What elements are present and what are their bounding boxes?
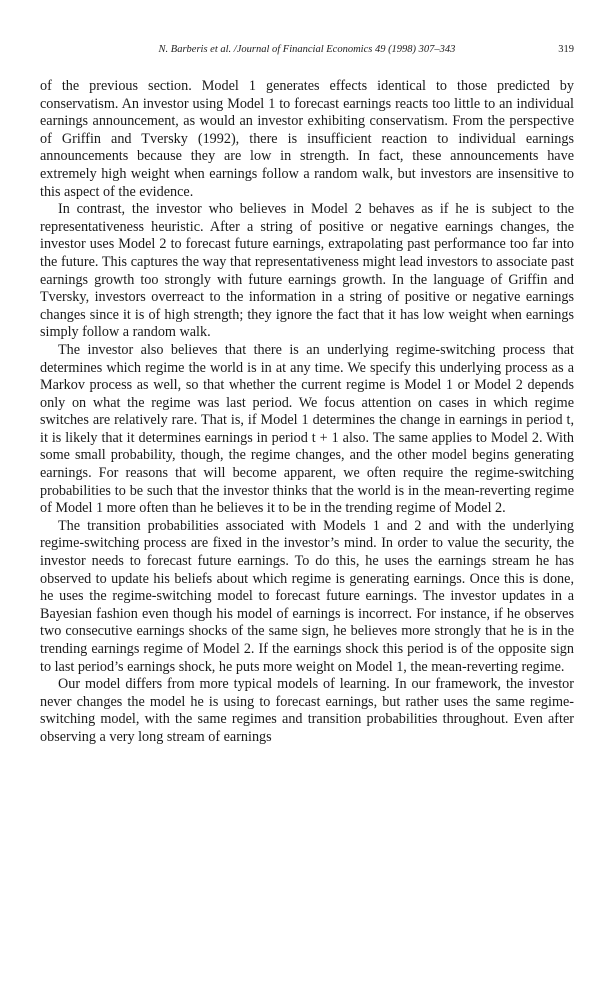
paragraph-continuation: of the previous section. Model 1 generates effects identical to those predicted by conservatism. An investor using Model 1 to forecast earnings reacts too little to an individual earnings announcement, as would an investor exhibiting conservatism. From the perspective of Griffin and Tversky (1992), there is insufficient reaction to individual earnings announcements because they are low in strength. In fact, these announcements have extremely high weight when earnings follow a random walk, but investors are insensitive to this aspect of the evidence. xyxy=(40,78,574,200)
paragraph-regime-switching: The investor also believes that there is an underlying regime-switching process that determines which regime the world is in at any time. We specify this underlying process as a Markov process as well, so that whether the current regime is Model 1 or Model 2 depends only on what the regime was last period. We focus attention on cases in which regime switches are relatively rare. That is, if Model 1 determines the change in earnings in period t, it is likely that it determines earnings in period t + 1 also. The same applies to Model 2. With some small probability, though, the regime changes, and the other model begins generating earnings. For reasons that will become apparent, we often require the regime-switching probabilities to be such that the investor thinks that the world is in the mean-reverting regime of Model 1 more often than he believes it to be in the trending regime of Model 2. xyxy=(40,341,574,517)
body-text xyxy=(40,78,574,747)
paragraph-transition-probabilities: The transition probabilities associated with Models 1 and 2 and with the underlying regime-switching process are fixed in the investor’s mind. In order to value the security, the investor needs to forecast future earnings. To do this, he uses the earnings stream he has observed to update his beliefs about which regime is generating earnings. Once this is done, he uses the regime-switching model to forecast future earnings. The investor updates in a Bayesian fashion even though his model of earnings is incorrect. For instance, if he observes two consecutive earnings shocks of the same sign, he believes more strongly that he is in the trending earnings regime of Model 2. If the earnings shock this period is of the opposite sign to last period’s earnings shock, he puts more weight on Model 1, the mean-reverting regime. xyxy=(40,517,574,675)
page-number: 319 xyxy=(558,44,574,55)
running-head xyxy=(40,44,574,60)
paragraph-learning-models: Our model differs from more typical models of learning. In our framework, the investor never changes the model he is using to forecast earnings, but rather uses the same regime-switching model, with the same regimes and transition probabilities throughout. Even after observing a very long stream of earnings xyxy=(40,676,574,745)
journal-citation: N. Barberis et al. /Journal of Financial Economics 49 (1998) 307–343 xyxy=(158,44,456,55)
paragraph-model-2: In contrast, the investor who believes in Model 2 behaves as if he is subject to the representativeness heuristic. After a string of positive or negative earnings changes, the investor uses Model 2 to forecast future earnings, extrapolating past performance too far into the future. This captures the way that representativeness might lead investors to associate past earnings growth too strongly with future earnings growth. In the language of Griffin and Tversky, investors overreact to the information in a string of positive or negative earnings changes since it is of high strength; they ignore the fact that it has low weight when earnings simply follow a random walk. xyxy=(40,201,574,341)
